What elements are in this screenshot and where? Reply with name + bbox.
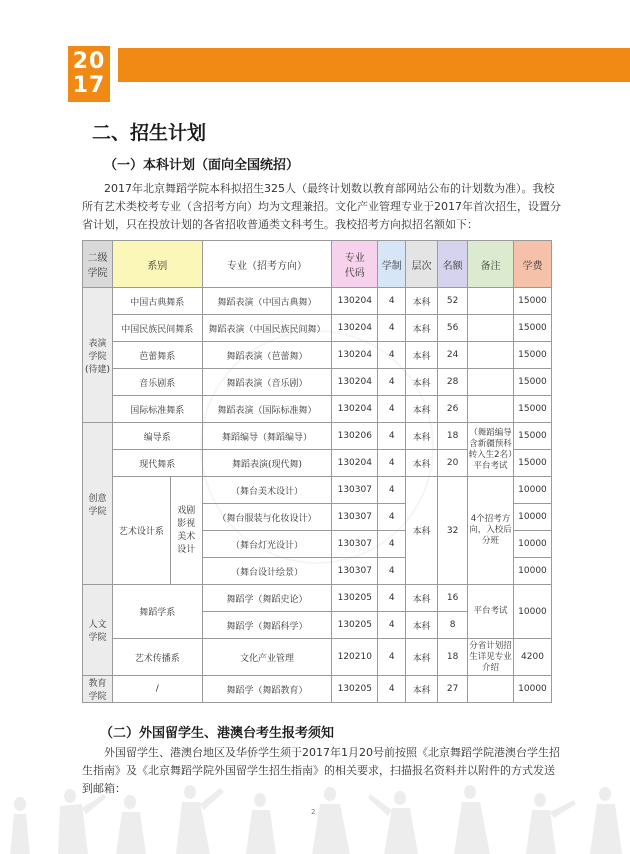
quota-cell: 26 [438,396,468,423]
code-cell: 130307 [332,558,378,585]
note-cultural: 分省计划招生详见专业介绍 [468,639,514,676]
note-cell [468,369,514,396]
fee-cell: 15000 [513,315,551,342]
fee-cell: 10000 [513,531,551,558]
subsection-undergrad: （一）本科计划（面向全国统招） [104,158,300,173]
dept-art-design: 艺术设计系 [112,477,170,585]
major-cell: 舞蹈表演（音乐剧） [202,369,332,396]
level-cell: 本科 [406,639,438,676]
quota-cell: 52 [438,288,468,315]
code-cell: 130205 [332,612,378,639]
table-header-row [83,241,552,288]
dept-cell: 艺术传播系 [112,639,202,676]
dept-cell: 音乐剧系 [112,369,202,396]
section-title: 二、招生计划 [92,122,207,144]
major-cell: （舞台灯光设计） [202,531,332,558]
subdept-art-design: 戏剧 影视 美术 设计 [170,477,202,585]
duration-cell: 4 [378,342,406,369]
level-art-design: 本科 [406,477,438,585]
code-cell: 130205 [332,676,378,703]
duration-cell: 4 [378,676,406,703]
level-cell: 本科 [406,396,438,423]
quota-cell: 8 [438,612,468,639]
dept-dance-studies: 舞蹈学系 [112,585,202,639]
fee-cell: 10000 [513,504,551,531]
major-cell: 文化产业管理 [202,639,332,676]
fee-cell: 15000 [513,396,551,423]
major-cell: 舞蹈表演（国际标准舞） [202,396,332,423]
fee-cell: 15000 [513,342,551,369]
foreign-paragraph: 外国留学生、港澳台地区及华侨学生须于2017年1月20号前按照《北京舞蹈学院港澳台学生招生指南》及《北京舞蹈学院外国留学生招生指南》的相关要求，扫描报名资料并以附件的方式发送到邮箱： [82,746,560,795]
code-cell: 130307 [332,504,378,531]
table-row [83,396,552,423]
duration-cell: 4 [378,639,406,676]
duration-cell: 4 [378,612,406,639]
duration-cell: 4 [378,450,406,477]
quota-art-design: 32 [438,477,468,585]
duration-cell: 4 [378,396,406,423]
dept-cell: 编导系 [112,423,202,450]
fee-cell: 15000 [513,450,551,477]
code-cell: 120210 [332,639,378,676]
level-cell: 本科 [406,676,438,703]
header-bar [118,48,630,82]
dept-cell: 中国古典舞系 [112,288,202,315]
major-cell: 舞蹈表演（芭蕾舞） [202,342,332,369]
code-cell: 130307 [332,531,378,558]
code-cell: 130204 [332,369,378,396]
code-cell: 130204 [332,288,378,315]
dept-cell: 现代舞系 [112,450,202,477]
fee-cell: 15000 [513,369,551,396]
quota-cell: 24 [438,342,468,369]
note-cell [468,288,514,315]
quota-cell: 16 [438,585,468,612]
table-row [83,342,552,369]
table-row [83,676,552,703]
level-cell: 本科 [406,342,438,369]
level-cell: 本科 [406,612,438,639]
note-cell [468,676,514,703]
code-cell: 130204 [332,450,378,477]
duration-cell: 4 [378,315,406,342]
major-cell: 舞蹈学（舞蹈教育） [202,676,332,703]
note-cell [468,396,514,423]
dept-cell: 中国民族民间舞系 [112,315,202,342]
dept-cell: 国际标准舞系 [112,396,202,423]
year-badge [68,46,110,102]
code-cell: 130205 [332,585,378,612]
table-row [83,477,552,504]
major-cell: 舞蹈编导（舞蹈编导） [202,423,332,450]
duration-cell: 4 [378,288,406,315]
quota-cell: 18 [438,423,468,450]
major-cell: 舞蹈表演（中国古典舞） [202,288,332,315]
major-cell: （舞台美术设计） [202,477,332,504]
table-row [83,585,552,612]
note-cell [468,342,514,369]
code-cell: 130204 [332,315,378,342]
intro-paragraph: 2017年北京舞蹈学院本科拟招生325人（最终计划数以教育部网站公布的计划数为准）。我校所有艺术类校考专业（含招考方向）均为文理兼招。文化产业管理专业于2017年首次招生，设置分省计划，只在投放计划的各省招收普通类文科考生。我校招考方向拟招名额如下： [82,182,561,231]
dept-cell: 芭蕾舞系 [112,342,202,369]
note-art-design: 4个招考方向，入校后分班 [468,477,514,585]
level-cell: 本科 [406,585,438,612]
duration-cell: 4 [378,504,406,531]
dept-cell: / [112,676,202,703]
duration-cell: 4 [378,423,406,450]
quota-cell: 28 [438,369,468,396]
level-cell: 本科 [406,288,438,315]
major-cell: 舞蹈表演(现代舞) [202,450,332,477]
table-row [83,288,552,315]
duration-cell: 4 [378,531,406,558]
fee-cell: 10000 [513,585,551,639]
year-bottom: 17 [72,73,106,98]
quota-cell: 20 [438,450,468,477]
note-cell [468,315,514,342]
code-cell: 130307 [332,477,378,504]
major-cell: 舞蹈表演（中国民族民间舞） [202,315,332,342]
fee-cell: 15000 [513,423,551,450]
header-level: 层次 [406,241,438,288]
duration-cell: 4 [378,585,406,612]
college-performance: 表演 学院 (待建) [83,288,113,423]
duration-cell: 4 [378,558,406,585]
fee-cell: 10000 [513,477,551,504]
table-row [83,639,552,676]
fee-cell: 10000 [513,558,551,585]
code-cell: 130206 [332,423,378,450]
fee-cell: 10000 [513,676,551,703]
subsection-foreign: （二）外国留学生、港澳台考生报考须知 [100,726,335,741]
header-code: 专业 代码 [332,241,378,288]
major-cell: （舞台服装与化妆设计） [202,504,332,531]
header-quota: 名额 [438,241,468,288]
fee-cell: 4200 [513,639,551,676]
quota-cell: 56 [438,315,468,342]
header-major: 专业（招考方向） [202,241,332,288]
note-choreo: （舞蹈编导含新疆预科转入生2名）平台考试 [468,423,514,477]
table-row [83,423,552,450]
page-number: 2 [311,808,316,816]
header-college: 二级 学院 [83,241,113,288]
admission-plan-table [82,240,552,703]
college-humanities: 人文 学院 [83,585,113,676]
major-cell: （舞台设计绘景） [202,558,332,585]
table-row [83,369,552,396]
quota-cell: 27 [438,676,468,703]
duration-cell: 4 [378,369,406,396]
quota-cell: 18 [438,639,468,676]
major-cell: 舞蹈学（舞蹈科学） [202,612,332,639]
code-cell: 130204 [332,342,378,369]
level-cell: 本科 [406,315,438,342]
college-creative: 创意 学院 [83,423,113,585]
level-cell: 本科 [406,423,438,450]
table-row [83,315,552,342]
duration-cell: 4 [378,477,406,504]
level-cell: 本科 [406,369,438,396]
year-top: 20 [72,49,106,74]
header-duration: 学制 [378,241,406,288]
note-dance-studies: 平台考试 [468,585,514,639]
header-dept: 系别 [112,241,202,288]
level-cell: 本科 [406,450,438,477]
header-note: 备注 [468,241,514,288]
header-fee: 学费 [513,241,551,288]
major-cell: 舞蹈学（舞蹈史论） [202,585,332,612]
college-education: 教育 学院 [83,676,113,703]
fee-cell: 15000 [513,288,551,315]
code-cell: 130204 [332,396,378,423]
